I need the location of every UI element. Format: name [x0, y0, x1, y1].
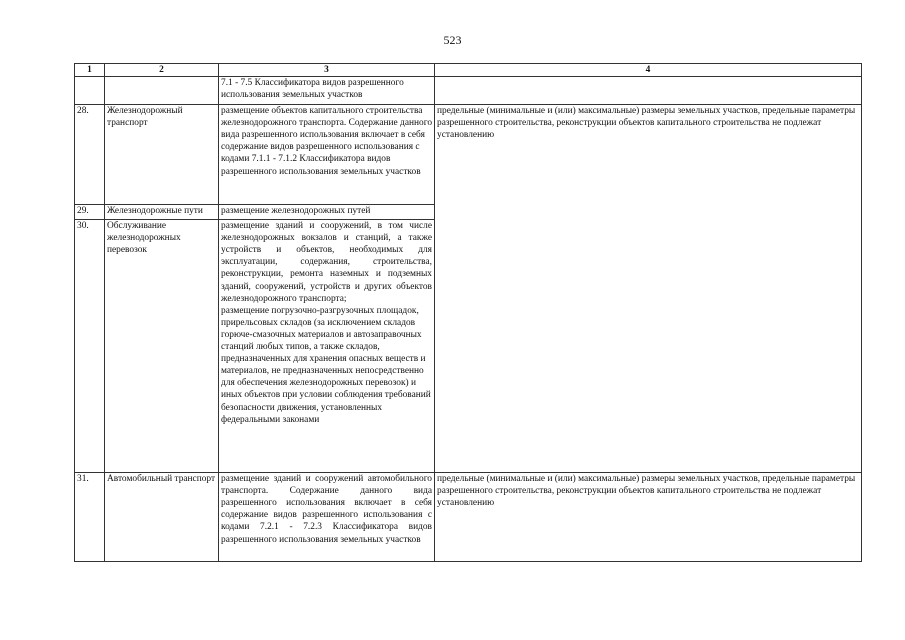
header-col-2: 2 — [105, 64, 219, 77]
table-header-row — [75, 64, 862, 77]
row-name-cell: Железнодорожные пути — [105, 205, 219, 220]
row-number-cell: 30. — [75, 220, 105, 473]
row-description-cell — [219, 220, 435, 473]
row-description-cell: размещение железнодорожных путей — [219, 205, 435, 220]
table-row-28 — [75, 105, 862, 205]
description-paragraph-1: размещение зданий и сооружений, в том числе железнодорожных вокзалов и станций, а также устройств и объектов, необходимых для эксплуатации, содержания, строительства, реконструкции, ремонта наземных и подземных зданий, сооружений, устройств и других объектов железнодорожного транспорта; — [221, 221, 432, 304]
row-number-cell: 31. — [75, 473, 105, 562]
row-number-cell: 28. — [75, 105, 105, 205]
row-name-cell: Обслуживание железнодорожных перевозок — [105, 220, 219, 473]
row-name-cell: Автомобильный транспорт — [105, 473, 219, 562]
row-number-cell: 29. — [75, 205, 105, 220]
header-col-1: 1 — [75, 64, 105, 77]
land-use-table — [74, 63, 862, 562]
table-row-continuation — [75, 77, 862, 105]
page-number: 523 — [443, 33, 462, 47]
row-params-cell — [435, 77, 862, 105]
row-name-cell: Железнодорожный транспорт — [105, 105, 219, 205]
header-col-4: 4 — [435, 64, 862, 77]
description-paragraph-2: размещение погрузочно-разгрузочных площадок, прирельсовых складов (за исключением складов горюче-смазочных материалов и автозаправочных станций любых типов, а также складов, предназначенных для хранения опасных веществ и материалов, не предназначенных непосредственно для обеспечения железнодорожных перевозок) и иных объектов при условии соблюдения требований безопасности движения, установленных федеральными законами — [221, 305, 431, 425]
row-params-cell: предельные (минимальные и (или) максимальные) размеры земельных участков, предельные параметры разрешенного строительства, реконструкции объектов капитального строительства не подлежат установлению — [435, 105, 862, 473]
row-description-cell: размещение объектов капитального строительства железнодорожного транспорта. Содержание данного вида разрешенного использования включает в себя содержание видов разрешенного использования с кодами 7.1.1 - 7.1.2 Классификатора видов разрешенного использования земельных участков — [219, 105, 435, 205]
row-name-cell — [105, 77, 219, 105]
header-col-3: 3 — [219, 64, 435, 77]
row-params-cell: предельные (минимальные и (или) максимальные) размеры земельных участков, предельные параметры разрешенного строительства, реконструкции объектов капитального строительства не подлежат установлению — [435, 473, 862, 562]
table-row-31 — [75, 473, 862, 562]
row-description-cell: 7.1 - 7.5 Классификатора видов разрешенного использования земельных участков — [219, 77, 435, 105]
row-number-cell — [75, 77, 105, 105]
row-description-cell: размещение зданий и сооружений автомобильного транспорта. Содержание данного вида разрешенного использования включает в себя содержание видов разрешенного использования с кодами 7.2.1 - 7.2.3 Классификатора видов разрешенного использования земельных участков — [219, 473, 435, 562]
